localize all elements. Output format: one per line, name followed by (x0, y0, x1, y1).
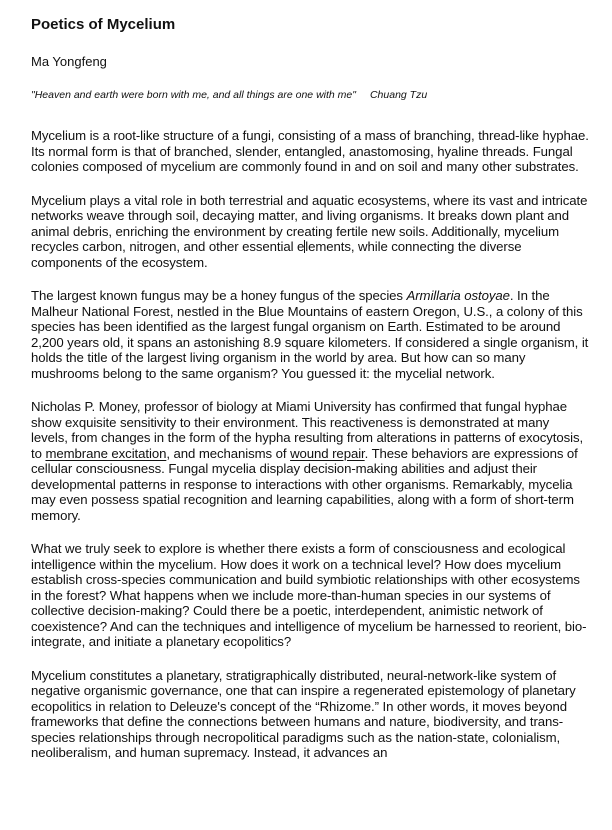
epigraph-attribution: Chuang Tzu (369, 89, 428, 101)
paragraph-2-text-start: Mycelium plays a vital role in both terrestrial and aquatic ecosystems, where its vast and intricate networks weave through soil, decaying matter, and living organisms. It breaks down plant and animal debris, enriching the environment by creating fertile new soils. Additionally, mycelium recycles carbon, nitrogen, and other essential e (31, 192, 588, 254)
paragraph-3-text-start: The largest known fungus may be a honey fungus of the species (31, 288, 407, 303)
paragraph-2 (31, 193, 589, 271)
author-name: Ma Yongfeng (31, 54, 107, 69)
link-wound-repair[interactable]: wound repair (290, 445, 365, 461)
epigraph (31, 88, 427, 102)
document-title: Poetics of Mycelium (31, 16, 176, 33)
species-name: Armillaria ostoyae (406, 288, 510, 303)
epigraph-quote: "Heaven and earth were born with me, and all things are one with me" (31, 89, 356, 101)
paragraph-6: Mycelium constitutes a planetary, stratigraphically distributed, neural-network-like system of negative organismic governance, one that can inspire a regenerated epistemology of planetary ecopolitics in relation to Deleuze's concept of the “Rhizome.” In other words, it moves beyond frameworks that define the connections between humans and nature, biodiversity, and trans-species relationships through necropolitical paradigms such as the nation-state, colonialism, neoliberalism, and human supremacy. Instead, it advances an (31, 667, 576, 760)
paragraph-4-text-2: , and mechanisms of (166, 445, 291, 461)
paragraph-4-text-3: . These behaviors are expressions of cellular consciousness. Fungal mycelia display decision-making abilities and adjust their developmental patterns in response to interactions with other organisms. Remarkably, mycelia may even possess spatial recognition and learning capabilities, along with a form of short-term memory. (31, 445, 578, 523)
document-body (31, 128, 589, 779)
paragraph-4-text-1: Nicholas P. Money, professor of biology at Miami University has confirmed that fungal hyphae show exquisite sensitivity to their environment. This reactiveness is demonstrated at many levels, from changes in the form of the hypha resulting from alterations in patterns of exocytosis, to (31, 399, 584, 461)
link-membrane-excitation[interactable]: membrane excitation (45, 445, 167, 461)
paragraph-1: Mycelium is a root-like structure of a fungi, consisting of a mass of branching, thread-like hyphae. Its normal form is that of branched, slender, entangled, anastomosing, hyaline threads. Fungal colonies composed of mycelium are commonly found in and on soil and many other substrates. (31, 128, 589, 174)
paragraph-2-text-end: lements, while connecting the diverse components of the ecosystem. (31, 239, 522, 270)
paragraph-3 (31, 288, 589, 381)
paragraph-5: What we truly seek to explore is whether there exists a form of consciousness and ecological intelligence within the mycelium. How does it work on a technical level? How does mycelium establish cross-species communication and build symbiotic relationships with other ecosystems in the forest? What happens when we include more-than-human species in our systems of collective decision-making? Could there be a poetic, interdependent, animistic network of coexistence? And can the techniques and intelligence of mycelium be harnessed to reorient, bio-integrate, and initiate a planetary ecopolitics? (31, 541, 587, 649)
paragraph-3-text-end: . In the Malheur National Forest, nestled in the Blue Mountains of eastern Oregon, U.S., a colony of this species has been identified as the largest fungal organism on Earth. Estimated to be around 2,200 years old, it spans an astonishing 8.9 square kilometers. If considered a single organism, it holds the title of the largest living organism in the world by area. But how can so many mushrooms belong to the same organism? You guessed it: the mycelial network. (31, 288, 589, 381)
paragraph-4 (31, 399, 589, 523)
